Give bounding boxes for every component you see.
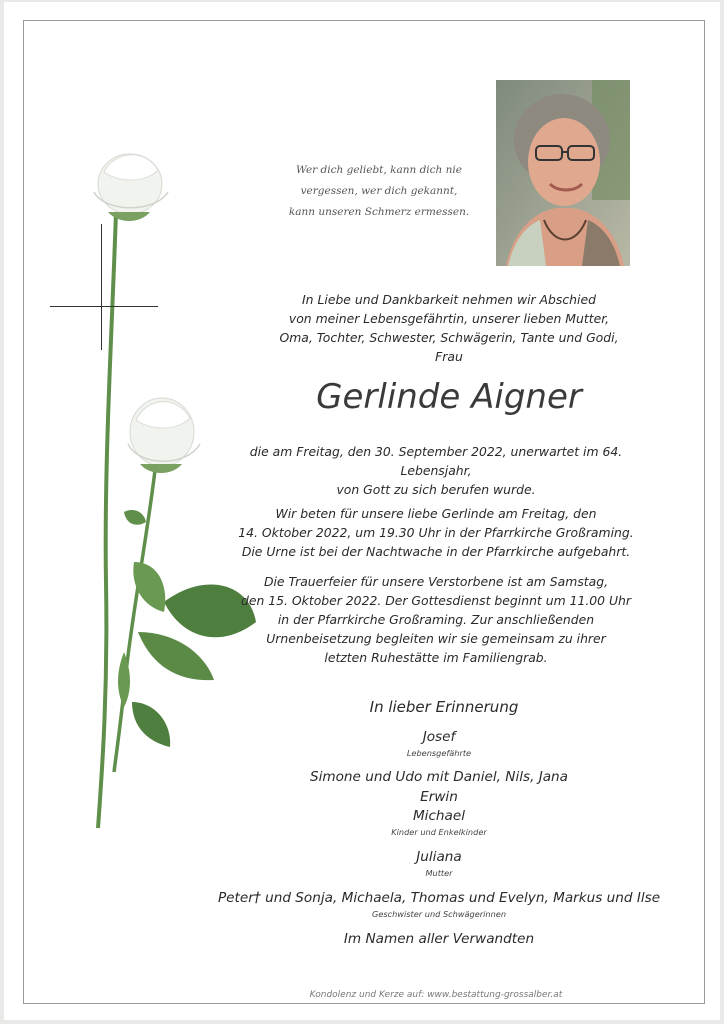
sibling-name: Peter xyxy=(217,890,254,906)
prayer-line: Die Urne ist bei der Nachtwache in der Pfarrkirche aufgebahrt. xyxy=(241,544,631,559)
funeral-notice xyxy=(226,572,646,667)
children-line: Erwin xyxy=(420,789,458,805)
siblings-names: und Sonja, Michaela, Thomas und Evelyn, Markus und Ilse xyxy=(260,890,661,906)
cross-horizontal-line xyxy=(50,306,158,307)
partner-role: Lebensgefährte xyxy=(406,748,472,758)
intro-line: von meiner Lebensgefährtin, unserer lieben Mutter, xyxy=(288,311,610,326)
quote-line: kann unseren Schmerz ermessen. xyxy=(288,206,470,218)
partner-name: Josef xyxy=(422,729,456,745)
funeral-line: Die Trauerfeier für unsere Verstorbene ist am Samstag, xyxy=(263,574,609,589)
mother-name: Juliana xyxy=(416,849,462,865)
children-role: Kinder und Enkelkinder xyxy=(391,827,487,837)
condolence-footer: Kondolenz und Kerze auf: www.bestattung-grossalber.at xyxy=(309,990,563,1000)
funeral-line: letzten Ruhestätte im Familiengrab. xyxy=(324,650,548,665)
siblings-line xyxy=(204,889,674,908)
relatives-line: Im Namen aller Verwandten xyxy=(343,931,535,947)
funeral-line: den 15. Oktober 2022. Der Gottesdienst beginnt um 11.00 Uhr xyxy=(240,593,632,608)
funeral-line: in der Pfarrkirche Großraming. Zur anschließenden xyxy=(277,612,595,627)
quote-line: vergessen, wer dich gekannt, xyxy=(300,185,458,197)
mother-role: Mutter xyxy=(425,868,453,878)
deceased-cross-icon: † xyxy=(253,890,261,906)
farewell-intro xyxy=(264,290,634,366)
death-notice xyxy=(226,442,646,499)
children-line: Simone und Udo mit Daniel, Nils, Jana xyxy=(309,769,569,785)
intro-line: In Liebe und Dankbarkeit nehmen wir Abschied xyxy=(302,292,596,307)
prayer-line: Wir beten für unsere liebe Gerlinde am Freitag, den xyxy=(275,506,597,521)
quote-line: Wer dich geliebt, kann dich nie xyxy=(296,164,462,176)
memorial-quote xyxy=(274,160,484,223)
deceased-name: Gerlinde Aigner xyxy=(316,377,582,417)
obituary-sheet xyxy=(4,2,720,1020)
prayer-notice xyxy=(226,504,646,561)
intro-line: Frau xyxy=(435,349,463,364)
siblings-role: Geschwister und Schwägerinnen xyxy=(371,909,507,919)
intro-line: Oma, Tochter, Schwester, Schwägerin, Tante und Godi, xyxy=(279,330,619,345)
portrait-photo xyxy=(496,80,630,266)
death-notice-line: von Gott zu sich berufen wurde. xyxy=(336,482,536,497)
funeral-line: Urnenbeisetzung begleiten wir sie gemeinsam zu ihrer xyxy=(266,631,606,646)
memory-heading: In lieber Erinnerung xyxy=(369,698,519,716)
children-line: Michael xyxy=(412,808,466,824)
death-notice-line: die am Freitag, den 30. September 2022, unerwartet im 64. Lebensjahr, xyxy=(249,444,623,478)
prayer-line: 14. Oktober 2022, um 19.30 Uhr in der Pfarrkirche Großraming. xyxy=(238,525,634,540)
cross-vertical-line xyxy=(101,224,102,350)
